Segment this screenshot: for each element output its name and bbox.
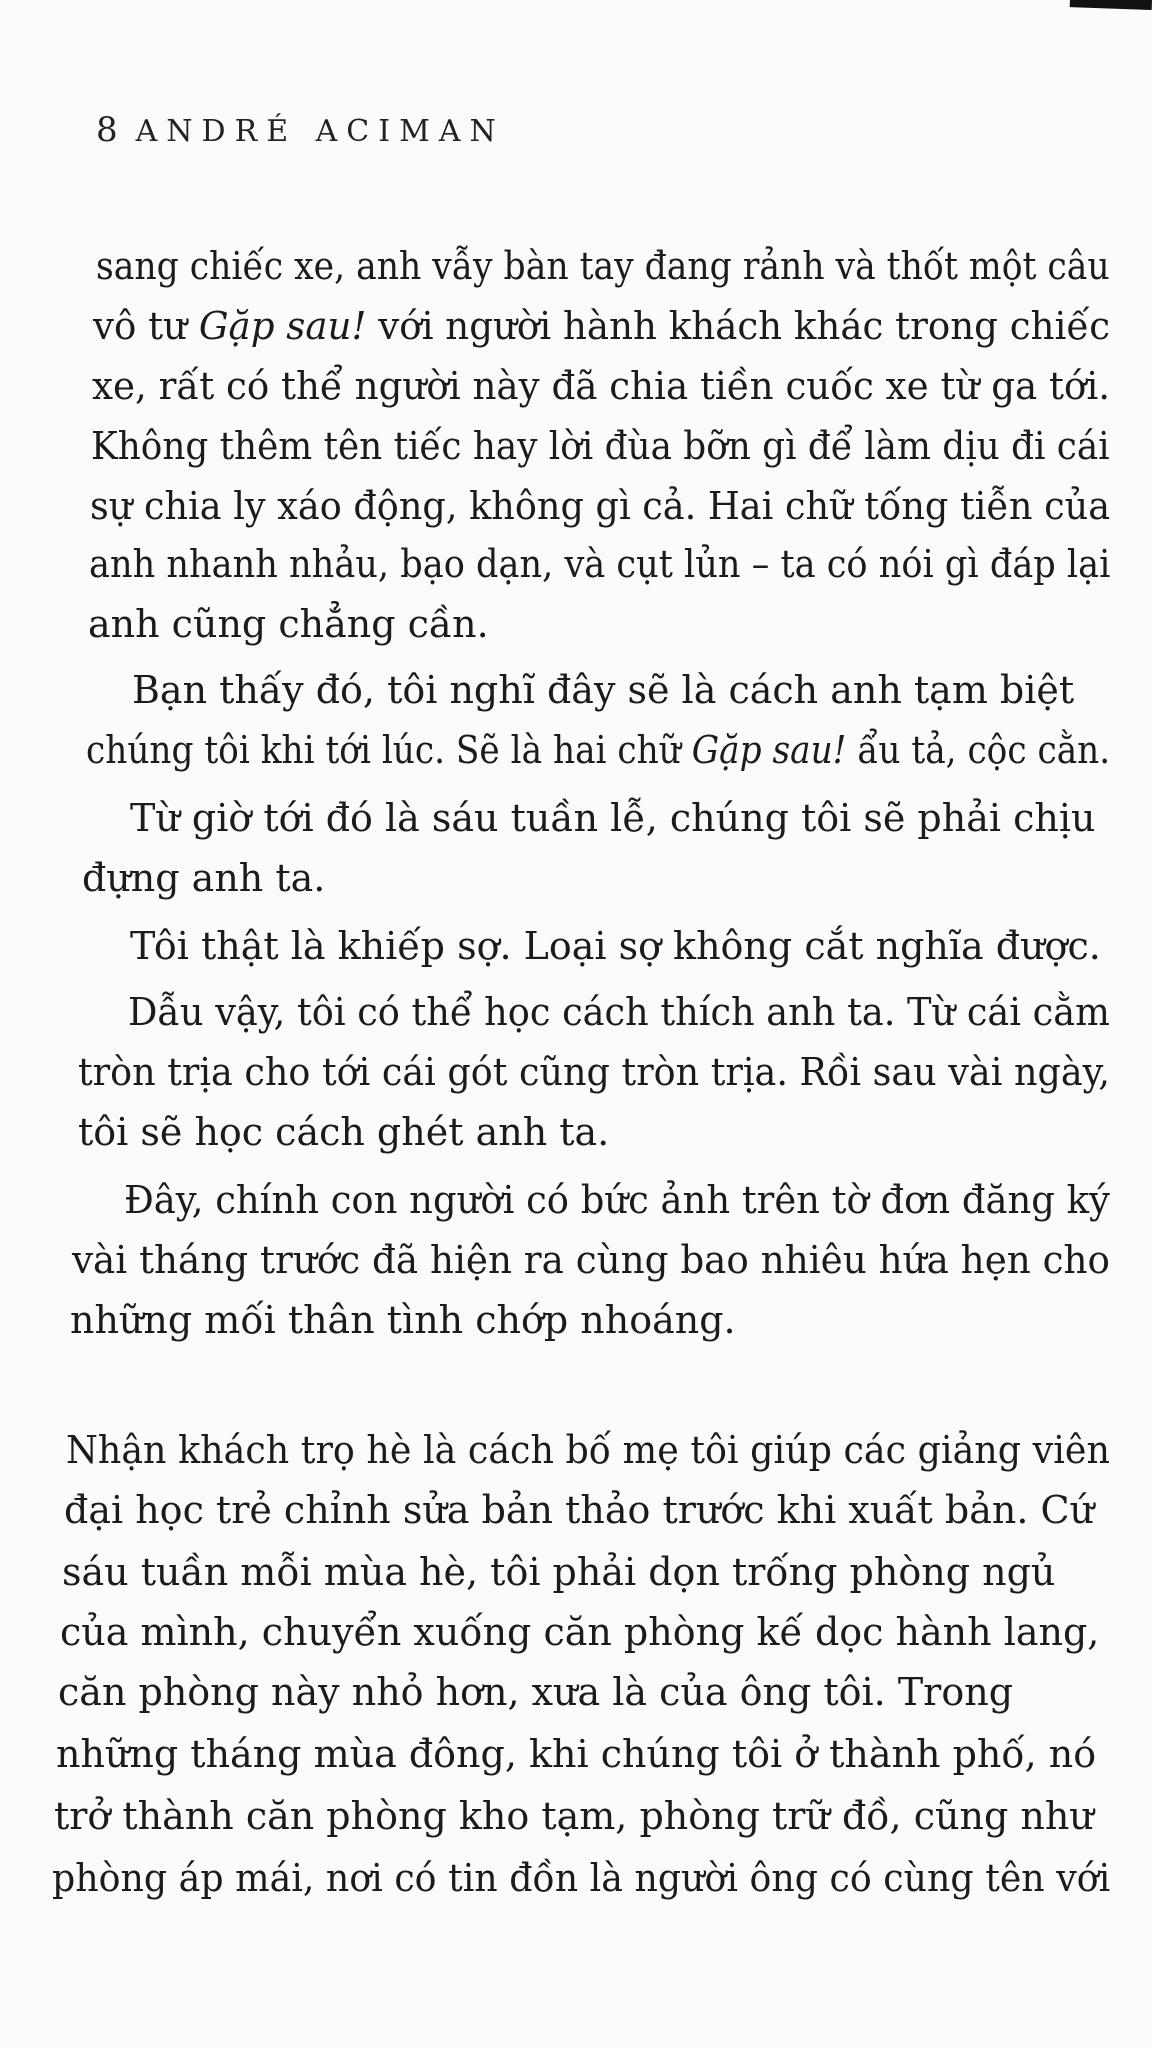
text-line: những mối thân tình chớp nhoáng. (70, 1298, 736, 1342)
text-line: tròn trịa cho tới cái gót cũng tròn trịa. Rồi sau vài ngày, (78, 1050, 1111, 1094)
text-line: sự chia ly xáo động, không gì cả. Hai chữ tống tiễn của (90, 484, 1111, 528)
text-line: Không thêm tên tiếc hay lời đùa bỡn gì để làm dịu đi cái (91, 424, 1110, 468)
page-number: 8 (96, 110, 118, 150)
text-line: phòng áp mái, nơi có tin đồn là người ông có cùng tên với (52, 1856, 1111, 1900)
text-line: Nhận khách trọ hè là cách bố mẹ tôi giúp các giảng viên (66, 1428, 1110, 1472)
running-head (96, 110, 505, 150)
text-line: những tháng mùa đông, khi chúng tôi ở thành phố, nó (56, 1732, 1097, 1776)
text-line: Dẫu vậy, tôi có thể học cách thích anh ta. Từ cái cằm (128, 990, 1110, 1034)
text-line: của mình, chuyển xuống căn phòng kế dọc hành lang, (60, 1610, 1100, 1654)
text-line: Đây, chính con người có bức ảnh trên tờ đơn đăng ký (124, 1178, 1110, 1222)
text-line: tôi sẽ học cách ghét anh ta. (78, 1110, 610, 1154)
text-line: anh nhanh nhảu, bạo dạn, và cụt lủn – ta có nói gì đáp lại (89, 542, 1111, 586)
text-line: đựng anh ta. (82, 856, 326, 900)
text-line: chúng tôi khi tới lúc. Sẽ là hai chữ Gặp sau! ẩu tả, cộc cằn. (86, 728, 1111, 772)
text-line: xe, rất có thể người này đã chia tiền cuốc xe từ ga tới. (92, 364, 1111, 408)
text-line: sáu tuần mỗi mùa hè, tôi phải dọn trống phòng ngủ (62, 1550, 1056, 1594)
text-line: vô tư Gặp sau! với người hành khách khác trong chiếc (93, 304, 1111, 348)
text-line: sang chiếc xe, anh vẫy bàn tay đang rảnh và thốt một câu (96, 244, 1110, 288)
text-line: đại học trẻ chỉnh sửa bản thảo trước khi xuất bản. Cứ (64, 1488, 1095, 1532)
text-line: Tôi thật là khiếp sợ. Loại sợ không cắt nghĩa được. (130, 924, 1101, 968)
text-line: Bạn thấy đó, tôi nghĩ đây sẽ là cách anh tạm biệt (132, 668, 1075, 712)
text-line: anh cũng chẳng cần. (88, 602, 489, 646)
page-edge-shadow (1070, 0, 1152, 10)
text-line: Từ giờ tới đó là sáu tuần lễ, chúng tôi sẽ phải chịu (130, 796, 1096, 840)
text-line: vài tháng trước đã hiện ra cùng bao nhiêu hứa hẹn cho (72, 1238, 1110, 1282)
text-line: căn phòng này nhỏ hơn, xưa là của ông tôi. Trong (58, 1670, 1014, 1714)
author-name: ANDRÉ ACIMAN (135, 114, 505, 149)
text-line: trở thành căn phòng kho tạm, phòng trữ đồ, cũng như (54, 1794, 1094, 1838)
